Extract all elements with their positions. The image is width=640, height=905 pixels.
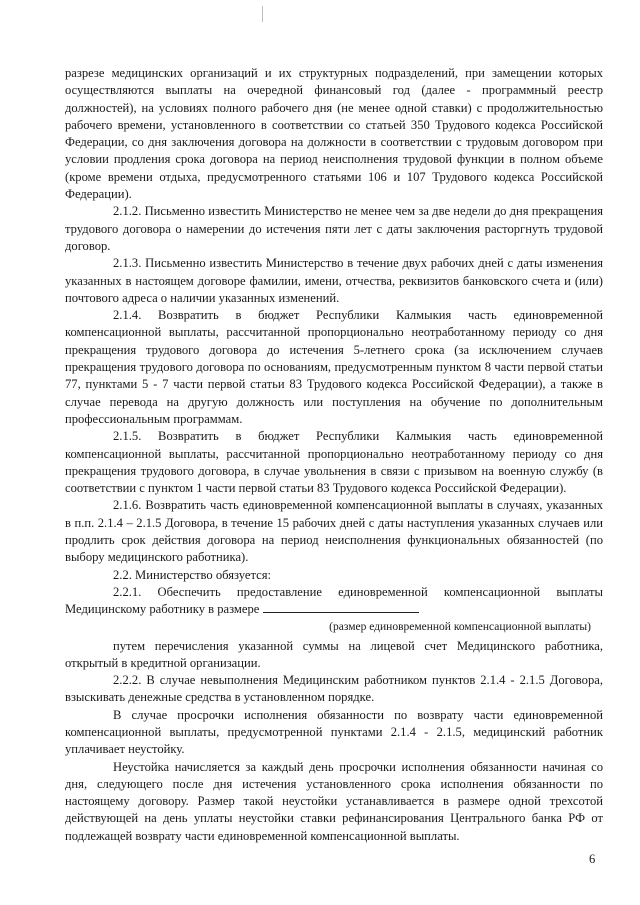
amount-fill-line xyxy=(263,601,419,613)
paragraph-2-1-3: 2.1.3. Письменно известить Министерство в течение двух рабочих дней с даты изменения указанных в настоящем договоре фамилии, имени, отчества, реквизитов банковского счета и (или) почтового адреса о наличии указанных изменений. xyxy=(65,256,603,305)
paragraph-2-1-2: 2.1.2. Письменно известить Министерство не менее чем за две недели до дня прекращения трудового договора о намерении до истечения пяти лет с даты заключения расторгнуть трудовой договор. xyxy=(65,204,603,253)
paragraph-2-2-1 xyxy=(65,584,603,619)
amount-caption: (размер единовременной компенсационной выплаты) xyxy=(329,620,591,633)
scan-mark xyxy=(262,6,263,22)
paragraph-transfer: путем перечисления указанной суммы на лицевой счет Медицинского работника, открытый в кредитной организации. xyxy=(65,638,603,670)
document-body xyxy=(65,65,603,845)
paragraph-2-1-5: 2.1.5. Возвратить в бюджет Республики Калмыкия часть единовременной компенсационной выплаты, рассчитанной пропорционально неотработанному периоду со дня прекращения трудового договора, в случае увольнения в связи с призывом на военную службу (в соответствии с пунктом 1 части первой статьи 83 Трудового кодекса Российской Федерации). xyxy=(65,429,603,496)
paragraph-overdue: В случае просрочки исполнения обязанности по возврату части единовременной компенсационной выплаты, предусмотренной пунктами 2.1.4 - 2.1.5, медицинский работник уплачивает неустойку. xyxy=(65,707,603,757)
paragraph-2-2-1-text: 2.2.1. Обеспечить предоставление единовременной компенсационной выплаты Медицинскому работнику в размере xyxy=(65,584,603,617)
paragraph-2-1-4: 2.1.4. Возвратить в бюджет Республики Калмыкия часть единовременной компенсационной выплаты, рассчитанной пропорционально неотработанному периоду со дня прекращения трудового договора до истечения 5-летнего срока (за исключением случаев прекращения трудового договора по основаниям, предусмотренным пунктом 8 части первой статьи 77, пунктами 5 - 7 части первой статьи 83 Трудового кодекса Российской Федерации), а также в случае перевода на другую должность или поступления на обучение по дополнительным профессиональным программам. xyxy=(65,308,603,426)
paragraph-2-2: 2.2. Министерство обязуется: xyxy=(113,567,271,582)
paragraph-penalty: Неустойка начисляется за каждый день просрочки исполнения обязанности начиная со дня, следующего после дня истечения установленного срока исполнения обязанности по настоящему договору. Размер такой неустойки устанавливается в размере одной трехсотой действующей на день уплаты неустойки ставки рефинансирования Центрального банка РФ от подлежащей возврату части единовременной компенсационной выплаты. xyxy=(65,759,603,843)
paragraph-2-2-2: 2.2.2. В случае невыполнения Медицинским работником пунктов 2.1.4 - 2.1.5 Договора, взыскивать денежные средства в установленном порядке. xyxy=(65,673,603,705)
page-number: 6 xyxy=(589,852,596,866)
paragraph-continuation: разрезе медицинских организаций и их структурных подразделений, при замещении которых осуществляются выплаты на очередной финансовый год (далее - программный реестр должностей), на условиях полного рабочего дня (не менее одной ставки) с продолжительностью рабочего времени, установленного в соответствии со статьей 350 Трудового кодекса Российской Федерации, со дня заключения договора на должности в соответствии с трудовым договором при условии продления срока договора на период неисполнения трудовой функции в полном объеме (кроме времени отдыха, предусмотренного статьями 106 и 107 Трудового кодекса Российской Федерации). xyxy=(65,66,603,202)
paragraph-2-1-6: 2.1.6. Возвратить часть единовременной компенсационной выплаты в случаях, указанных в п.п. 2.1.4 – 2.1.5 Договора, в течение 15 рабочих дней с даты наступления указанных случаев или продлить срок действия договора на период неисполнения функциональных обязанностей (по выбору медицинского работника). xyxy=(65,498,603,565)
